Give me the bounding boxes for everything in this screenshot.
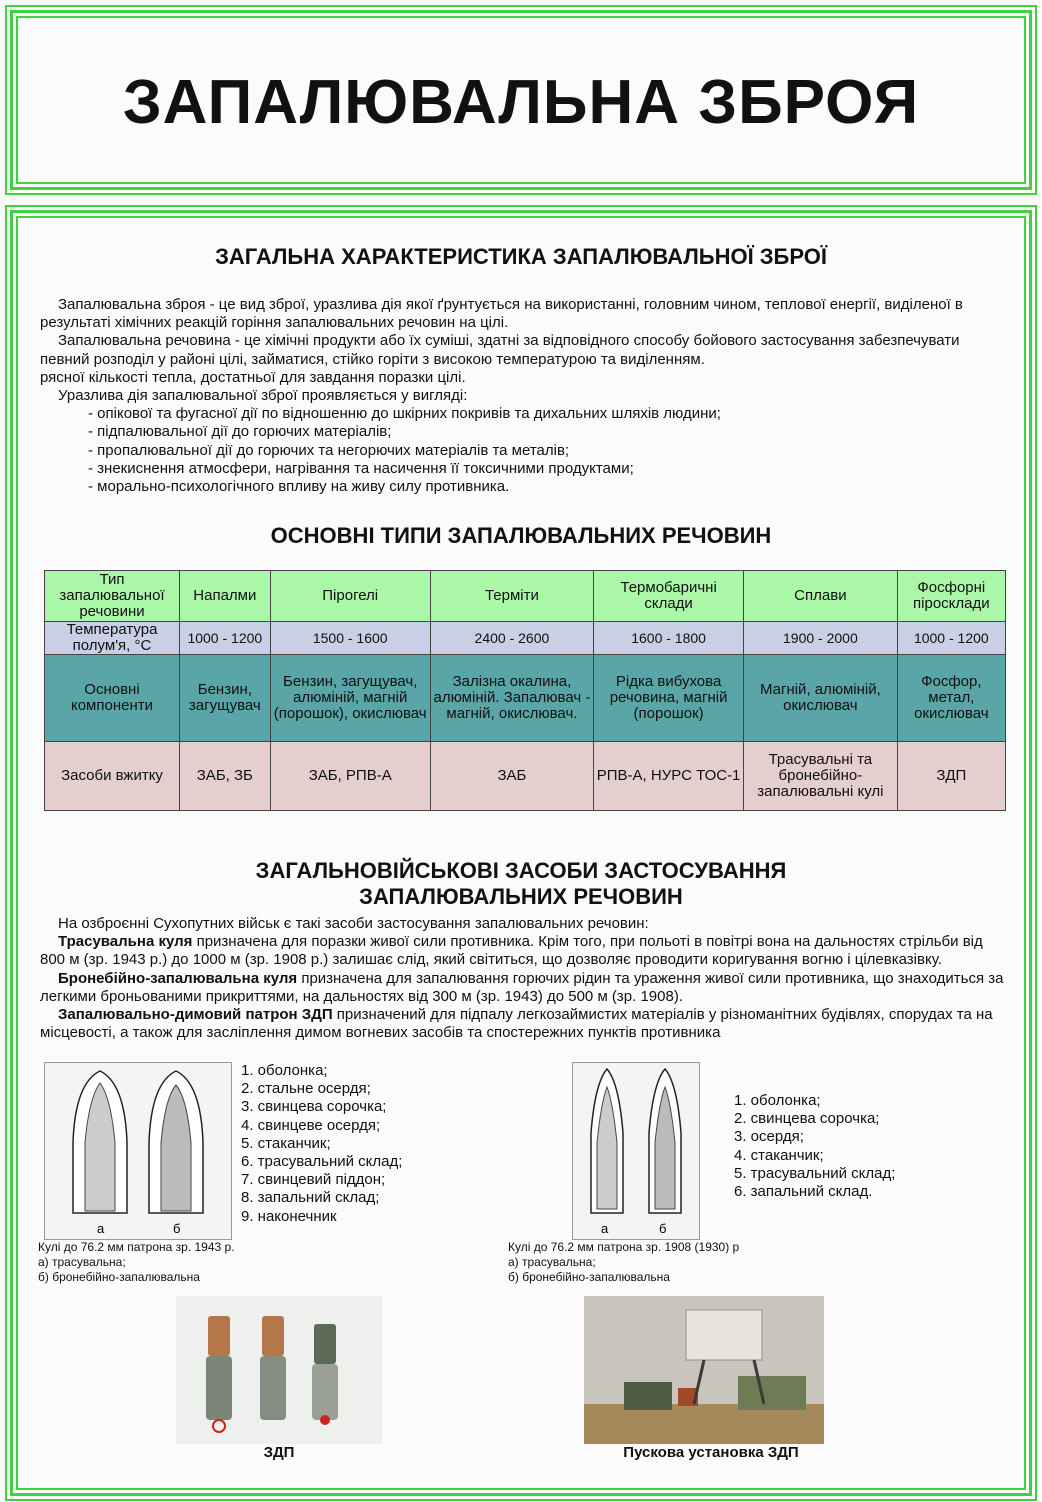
table-row bbox=[45, 622, 1006, 655]
table-row bbox=[45, 742, 1006, 811]
table-cell: Магній, алюміній, окислювач bbox=[744, 655, 898, 742]
table-cell: 1600 - 1800 bbox=[594, 622, 744, 655]
title-panel bbox=[10, 10, 1032, 190]
table-cell: ЗАБ, ЗБ bbox=[180, 742, 271, 811]
caption-line: а) трасувальна; bbox=[38, 1255, 126, 1269]
bullets-1943-diagram bbox=[44, 1062, 232, 1240]
table-row bbox=[45, 571, 1006, 622]
legend-item: 1. оболонка; bbox=[241, 1062, 328, 1079]
legend-item: 6. трасувальний склад; bbox=[241, 1153, 403, 1171]
effects-intro: Уразлива дія запалювальної зброї проявляється у вигляді: bbox=[58, 387, 468, 405]
table-cell: Терміти bbox=[430, 571, 593, 622]
table-row bbox=[45, 655, 1006, 742]
legend-item: 3. осердя; bbox=[734, 1128, 804, 1146]
effect-item: - підпалювальної дії до горючих матеріалів; bbox=[88, 423, 1004, 441]
table-cell: Бензин, загущувач bbox=[180, 655, 271, 742]
table-cell: ЗДП bbox=[897, 742, 1005, 811]
fig2-label-a: а bbox=[601, 1221, 609, 1236]
means-description bbox=[40, 915, 1004, 1042]
term-tracer: Трасувальна куля bbox=[58, 933, 193, 951]
table-cell: Фосфорні піросклади bbox=[897, 571, 1005, 622]
table-cell: Напалми bbox=[180, 571, 271, 622]
legend-item: 7. свинцевий піддон; bbox=[241, 1171, 386, 1189]
caption-line: Кулі до 76.2 мм патрона зр. 1908 (1930) р bbox=[508, 1240, 740, 1254]
means-item-tracer bbox=[40, 933, 1004, 969]
zdp-launcher-caption: Пускова установка ЗДП bbox=[623, 1444, 799, 1461]
means-item-zdp bbox=[40, 1006, 1004, 1042]
definition-weapon: Запалювальна зброя - це вид зброї, уразлива дія якої ґрунтується на використанні, головним чином, теплової енергії, виділеної в результаті хімічних реакцій горіння запалювальних речовин на цілі. bbox=[40, 296, 963, 332]
effect-item: - знекиснення атмосфери, нагрівання та насичення її токсичними продуктами; bbox=[88, 460, 1004, 478]
table-cell: 1000 - 1200 bbox=[180, 622, 271, 655]
fig2-legend bbox=[734, 1092, 895, 1201]
row-header: Засоби вжитку bbox=[45, 742, 180, 811]
types-table bbox=[44, 570, 1006, 811]
types-section-title: ОСНОВНІ ТИПИ ЗАПАЛЮВАЛЬНИХ РЕЧОВИН bbox=[270, 523, 772, 548]
legend-item: 6. запальний склад. bbox=[734, 1183, 873, 1201]
legend-item: 3. свинцева сорочка; bbox=[241, 1098, 387, 1116]
legend-item: 5. трасувальний склад; bbox=[734, 1164, 896, 1182]
effect-item: - пропалювальної дії до горючих та негорючих матеріалів та металів; bbox=[88, 442, 1004, 460]
table-cell: 1500 - 1600 bbox=[270, 622, 430, 655]
row-header: Тип запалювальної речовини bbox=[45, 571, 180, 622]
table-cell: ЗАБ, РПВ-А bbox=[270, 742, 430, 811]
term-ap-incendiary: Бронебійно-запалювальна куля bbox=[58, 969, 298, 987]
zdp-text: призначений для підпалу легкозаймистих матеріалів у різноманітних будівлях, спорудах та на місцевості, а також для засліплення димом вогневих засобів та спостережних пунктів противника bbox=[40, 1006, 993, 1042]
caption-line: б) бронебійно-запалювальна bbox=[508, 1270, 670, 1284]
table-cell: Трасувальні та бронебійно-запалювальні кулі bbox=[744, 742, 898, 811]
table-cell: 1900 - 2000 bbox=[744, 622, 898, 655]
row-header: Температура полум'я, °С bbox=[45, 622, 180, 655]
means-title-line1: ЗАГАЛЬНОВІЙСЬКОВІ ЗАСОБИ ЗАСТОСУВАННЯ bbox=[255, 858, 787, 883]
caption-line: а) трасувальна; bbox=[508, 1255, 596, 1269]
legend-item: 5. стаканчик; bbox=[241, 1134, 331, 1152]
effect-item: - опікової та фугасної дії по відношенню до шкірних покривів та дихальних шляхів людини; bbox=[88, 405, 1004, 423]
fig1-label-b: б bbox=[173, 1221, 181, 1236]
effect-item: - морально-психологічного впливу на живу силу противника. bbox=[88, 478, 1004, 496]
table-cell: Пірогелі bbox=[270, 571, 430, 622]
legend-item: 2. стальне осердя; bbox=[241, 1080, 371, 1098]
table-cell: 1000 - 1200 bbox=[897, 622, 1005, 655]
table-cell: Термобаричні склади bbox=[594, 571, 744, 622]
page-title: ЗАПАЛЮВАЛЬНА ЗБРОЯ bbox=[122, 68, 920, 137]
legend-item: 1. оболонка; bbox=[734, 1092, 821, 1109]
fig1-caption bbox=[38, 1240, 235, 1285]
zdp-launcher-photo bbox=[584, 1296, 824, 1444]
table-cell: ЗАБ bbox=[430, 742, 593, 811]
general-description bbox=[40, 296, 1004, 496]
legend-item: 4. стаканчик; bbox=[734, 1146, 824, 1164]
table-cell: РПВ-А, НУРС ТОС-1 bbox=[594, 742, 744, 811]
means-title-line2: ЗАПАЛЮВАЛЬНИХ РЕЧОВИН bbox=[359, 884, 683, 909]
legend-item: 4. свинцеве осердя; bbox=[241, 1116, 381, 1134]
definition-substance: Запалювальна речовина - це хімічні продукти або їх суміші, здатні за відповідного способу бойового застосування забезпечувати певний розподіл у районі цілі, займатися, стійко горіти з високою температурою та виділенням. bbox=[40, 332, 960, 368]
zdp-photo bbox=[176, 1296, 382, 1444]
table-cell: Залізна окалина, алюміній. Запалювач - магній, окислювач. bbox=[430, 655, 593, 742]
table-cell: Сплави bbox=[744, 571, 898, 622]
legend-item: 8. запальний склад; bbox=[241, 1189, 380, 1207]
term-zdp: Запалювально-димовий патрон ЗДП bbox=[58, 1006, 333, 1024]
definition-substance-cont: рясної кількості тепла, достатньої для завдання поразки цілі. bbox=[40, 368, 466, 386]
table-cell: Бензин, загущувач, алюміній, магній (порошок), окислювач bbox=[270, 655, 430, 742]
bullets-1908-diagram bbox=[572, 1062, 700, 1240]
effects-list bbox=[40, 405, 1004, 496]
zdp-photo-caption: ЗДП bbox=[263, 1444, 295, 1461]
means-item-ap-incendiary bbox=[40, 970, 1004, 1006]
ap-incendiary-text: призначена для запалювання горючих рідин та ураження живої сили противника, що знаходиться за легкими броньованими прикриттями, на дальностях від 300 м (зр. 1943) до 500 м (зр. 1908). bbox=[40, 969, 1004, 1005]
caption-line: Кулі до 76.2 мм патрона зр. 1943 р. bbox=[38, 1240, 235, 1254]
legend-item: 9. наконечник bbox=[241, 1207, 337, 1225]
table-cell: Рідка вибухова речовина, магній (порошок) bbox=[594, 655, 744, 742]
general-section-title: ЗАГАЛЬНА ХАРАКТЕРИСТИКА ЗАПАЛЮВАЛЬНОЇ ЗБРОЇ bbox=[215, 244, 827, 269]
fig1-label-a: а bbox=[97, 1221, 105, 1236]
fig2-label-b: б bbox=[659, 1221, 667, 1236]
row-header: Основні компоненти bbox=[45, 655, 180, 742]
fig2-caption bbox=[508, 1240, 739, 1285]
legend-item: 2. свинцева сорочка; bbox=[734, 1110, 880, 1128]
means-intro: На озброєнні Сухопутних військ є такі засоби застосування запалювальних речовин: bbox=[58, 915, 649, 932]
table-cell: 2400 - 2600 bbox=[430, 622, 593, 655]
caption-line: б) бронебійно-запалювальна bbox=[38, 1270, 200, 1284]
means-section-title bbox=[40, 858, 1002, 910]
fig1-legend bbox=[241, 1062, 402, 1226]
table-cell: Фосфор, метал, окислювач bbox=[897, 655, 1005, 742]
tracer-text: призначена для поразки живої сили противника. Крім того, при польоті в повітрі вона на дальностях стрільби від 800 м (зр. 1943 р.) до 1000 м (зр. 1908 р.) залишає слід, який світиться, що дозволяє проводити коригування вогню і цілевказівку. bbox=[40, 933, 983, 969]
